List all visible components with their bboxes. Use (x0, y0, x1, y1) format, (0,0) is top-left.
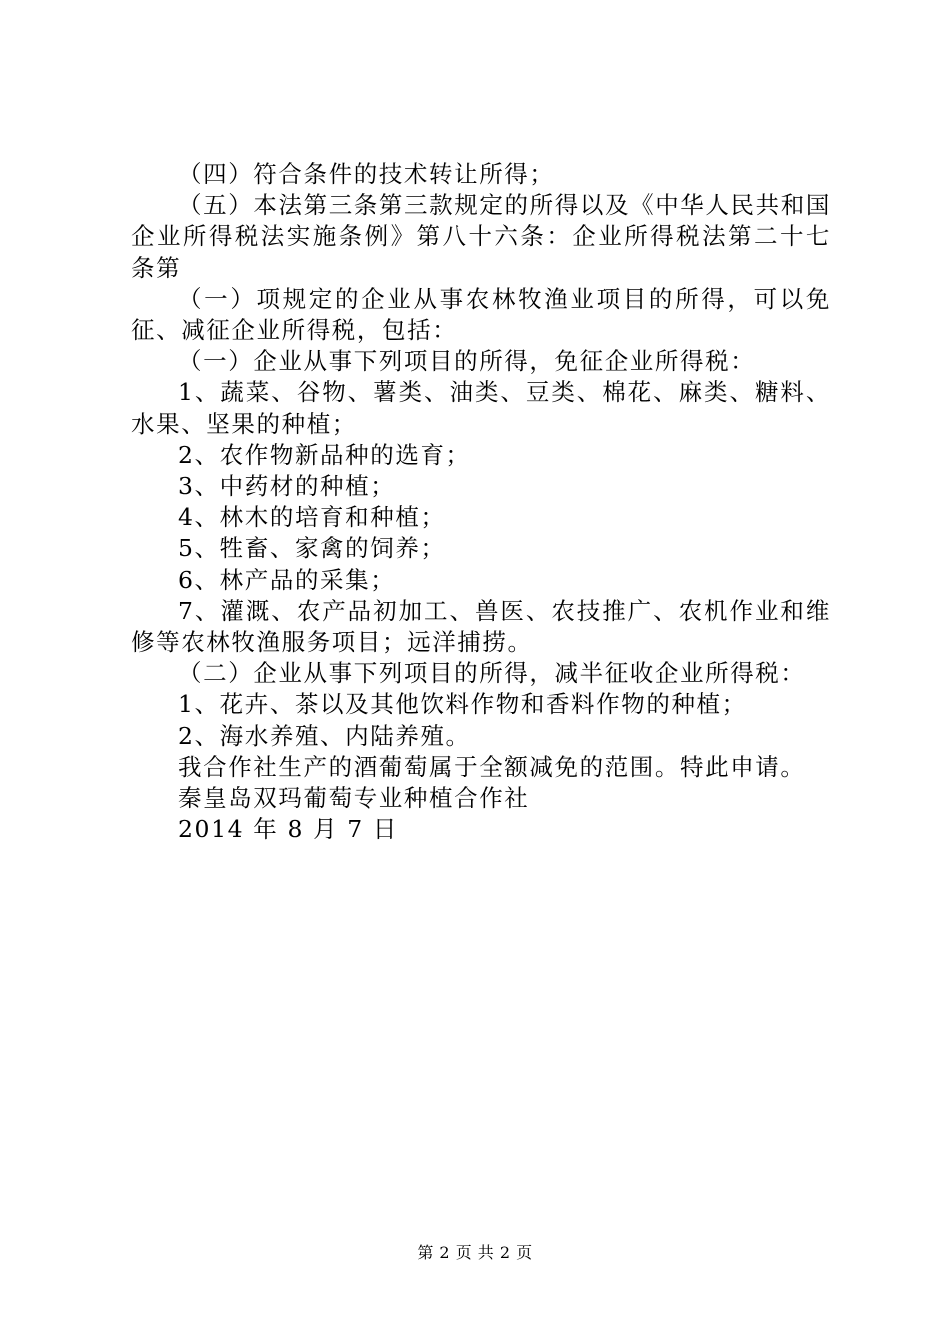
paragraph-item-4: （四）符合条件的技术转让所得； (178, 160, 555, 188)
list-item-1: 1、蔬菜、谷物、薯类、油类、豆类、棉花、麻类、糖料、水果、坚果的种植； (131, 378, 831, 438)
list-item-4: 4、林木的培育和种植； (178, 503, 446, 532)
page-footer (0, 1243, 950, 1263)
document-body (131, 159, 831, 845)
half-list-item-1: 1、花卉、茶以及其他饮料作物和香料作物的种植； (178, 690, 747, 719)
list-item-5: 5、牲畜、家禽的饲养； (178, 534, 446, 563)
signature-organization: 秦皇岛双玛葡萄专业种植合作社 (178, 784, 530, 813)
paragraph-item-1-continued: （一）项规定的企业从事农林牧渔业项目的所得，可以免征、减征企业所得税，包括： (131, 284, 831, 345)
section-half-heading: （二）企业从事下列项目的所得，减半征收企业所得税： (178, 659, 806, 688)
list-item-6: 6、林产品的采集； (178, 565, 396, 594)
half-list-item-2: 2、海水养殖、内陆养殖。 (178, 721, 471, 750)
list-item-2: 2、农作物新品种的选育； (178, 440, 471, 469)
signature-date: 2014 年 8 月 7 日 (178, 815, 398, 844)
section-exempt-heading: （一）企业从事下列项目的所得，免征企业所得税： (178, 347, 756, 376)
paragraph-item-5: （五）本法第三条第三款规定的所得以及《中华人民共和国企业所得税法实施条例》第八十六条：企业所得税法第二十七条第 (131, 191, 831, 282)
list-item-7: 7、灌溉、农产品初加工、兽医、农技推广、农机作业和维修等农林牧渔服务项目；远洋捕捞。 (131, 596, 831, 657)
application-statement: 我合作社生产的酒葡萄属于全额减免的范围。特此申请。 (178, 752, 806, 781)
list-item-3: 3、中药材的种植； (178, 472, 396, 501)
page-number: 第 2 页 共 2 页 (417, 1243, 533, 1262)
